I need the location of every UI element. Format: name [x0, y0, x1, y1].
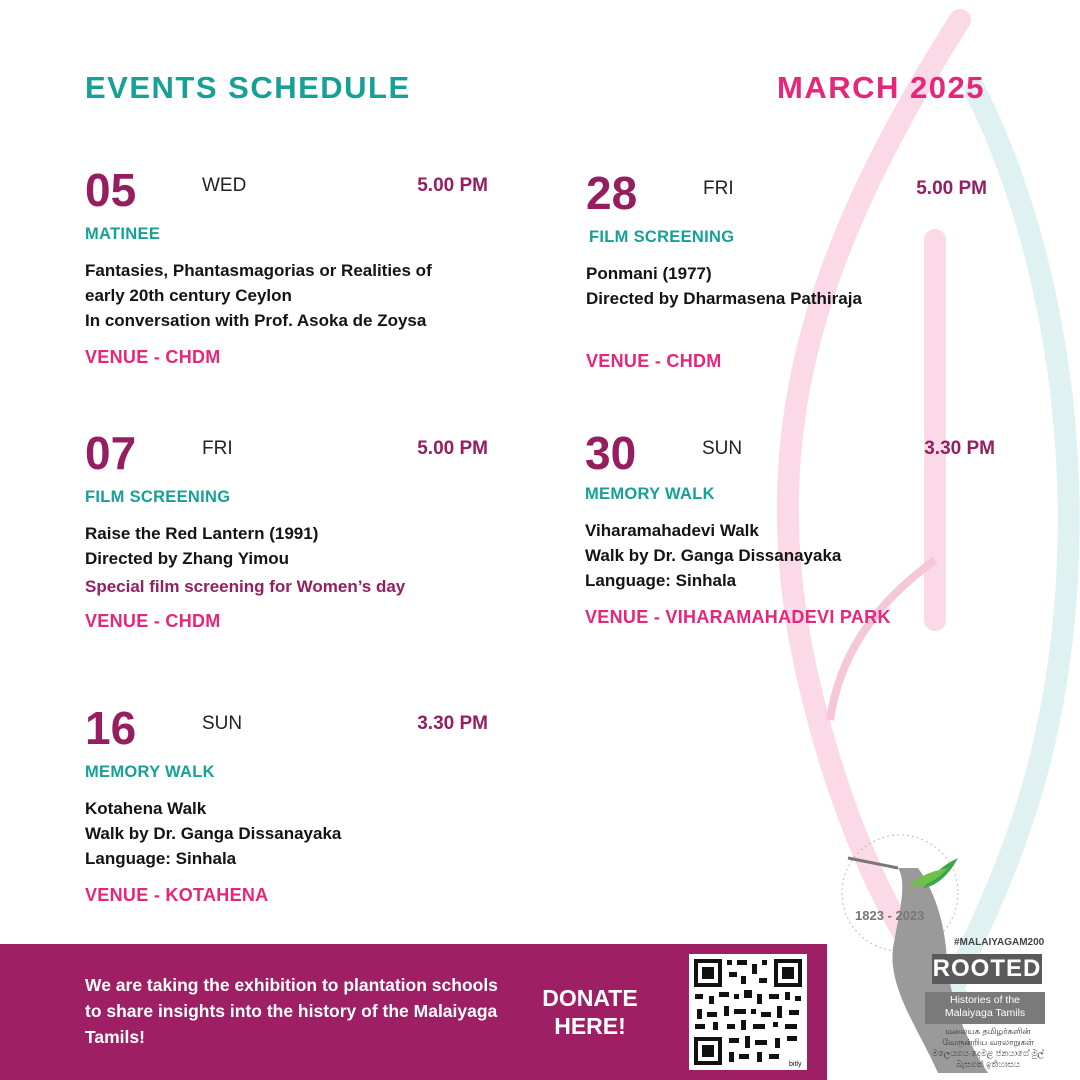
event-venue: VENUE - CHDM	[85, 611, 221, 631]
event-line: Walk by Dr. Ganga Dissanayaka	[85, 824, 342, 843]
event-description	[85, 796, 488, 871]
logo-sinhala-text: මලෙයගය දෙමළ ජනයාගේ මුල් බැසගත් ඉතිහාසය	[932, 1048, 1044, 1069]
event-description	[585, 518, 995, 593]
event-weekday: SUN	[202, 713, 243, 734]
event-day: 16	[85, 702, 137, 754]
event-weekday: SUN	[702, 438, 743, 459]
event-weekday: FRI	[202, 438, 233, 459]
event-day: 07	[85, 427, 137, 479]
event-time: 3.30 PM	[924, 438, 995, 459]
event-venue: VENUE - CHDM	[586, 351, 722, 371]
event-venue: VENUE - KOTAHENA	[85, 885, 269, 905]
donate-qr-code[interactable]	[689, 954, 807, 1070]
event-line: Viharamahadevi Walk	[585, 521, 759, 540]
event-description	[85, 521, 488, 571]
event-line: Language: Sinhala	[585, 571, 737, 590]
event-line: Walk by Dr. Ganga Dissanayaka	[585, 546, 842, 565]
donation-banner	[0, 944, 827, 1080]
event-line: Directed by Zhang Yimou	[85, 549, 290, 568]
event-day: 05	[85, 164, 137, 216]
event-category: FILM SCREENING	[85, 488, 231, 506]
event-weekday: WED	[202, 175, 247, 196]
logo-tamil-text: மலையக தமிழர்களின் வேருன்றிய வரலாறுகள்	[942, 1026, 1034, 1047]
event-line: Kotahena Walk	[85, 799, 207, 818]
event-line: Raise the Red Lantern (1991)	[85, 524, 319, 543]
event-description	[85, 258, 488, 333]
event-card	[585, 428, 995, 628]
event-category: MEMORY WALK	[85, 763, 215, 781]
event-time: 5.00 PM	[916, 178, 987, 199]
event-note: Special film screening for Women’s day	[85, 577, 406, 596]
event-time: 5.00 PM	[417, 175, 488, 196]
page-title: EVENTS SCHEDULE	[85, 70, 411, 105]
event-category: MEMORY WALK	[585, 485, 715, 503]
event-card	[85, 703, 488, 906]
logo-multilingual-subtitles	[932, 1026, 1044, 1070]
donate-label[interactable]: DONATE HERE!	[542, 985, 638, 1039]
event-line: early 20th century Ceylon	[85, 286, 292, 305]
event-line: In conversation with Prof. Asoka de Zoysa	[85, 311, 427, 330]
event-line: Ponmani (1977)	[586, 264, 712, 283]
event-card	[85, 165, 488, 368]
month-label: MARCH 2025	[777, 70, 985, 105]
event-time: 3.30 PM	[417, 713, 488, 734]
event-category: MATINEE	[85, 225, 161, 243]
event-weekday: FRI	[703, 178, 734, 199]
logo-title: ROOTED	[932, 955, 1042, 982]
event-time: 5.00 PM	[417, 438, 488, 459]
event-description	[586, 261, 987, 311]
event-day: 28	[586, 167, 638, 219]
event-line: Fantasies, Phantasmagorias or Realities of	[85, 261, 432, 280]
event-line: Language: Sinhala	[85, 849, 237, 868]
event-card	[85, 428, 488, 632]
svg-text:bitly: bitly	[789, 1061, 802, 1068]
event-venue: VENUE - VIHARAMAHADEVI PARK	[585, 607, 891, 627]
logo-subtitle: Histories of the Malaiyaga Tamils	[925, 992, 1045, 1024]
banner-text: We are taking the exhibition to plantation schools to share insights into the history of the Malaiyaga Tamils!	[85, 975, 498, 1047]
event-day: 30	[585, 427, 637, 479]
logo-hashtag: #MALAIYAGAM200	[954, 937, 1045, 948]
event-category: FILM SCREENING	[589, 228, 735, 246]
logo-years: 1823 - 2023	[855, 908, 925, 923]
event-line: Directed by Dharmasena Pathiraja	[586, 289, 862, 308]
event-venue: VENUE - CHDM	[85, 347, 221, 367]
event-card	[586, 168, 987, 372]
